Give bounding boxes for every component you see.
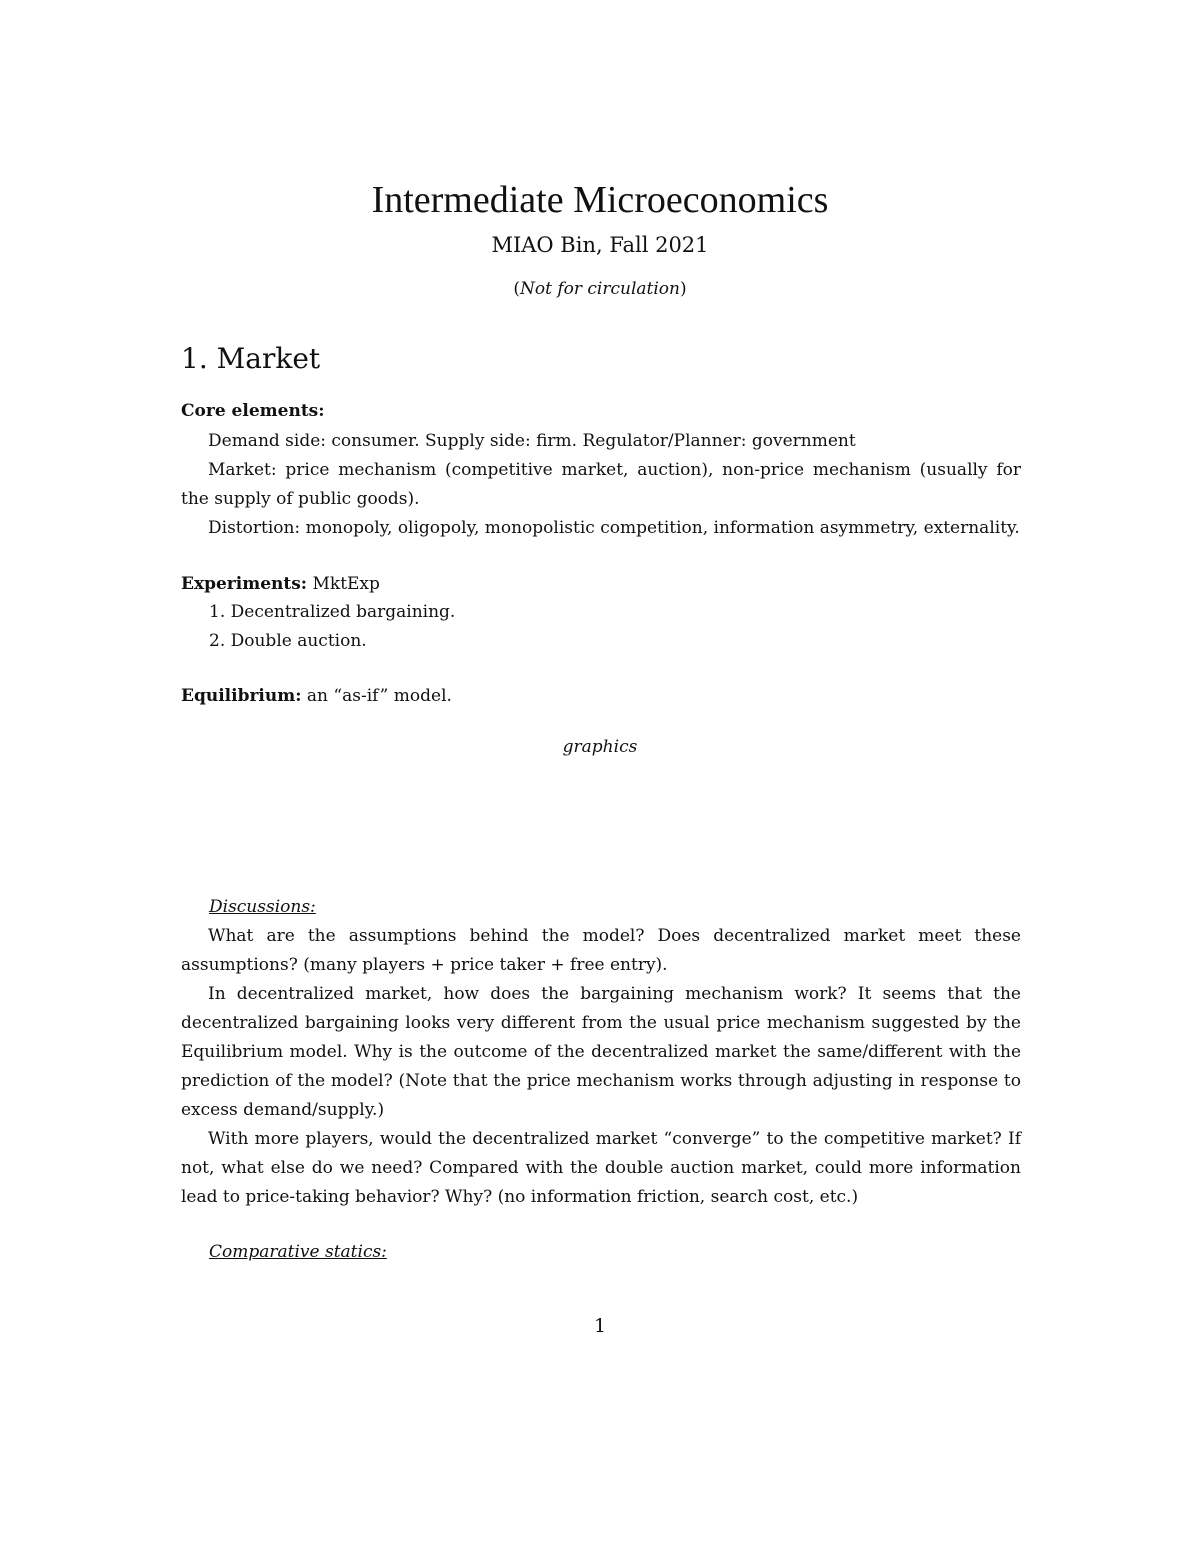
- note-open-paren: (: [513, 279, 520, 299]
- core-line-market: Market: price mechanism (competitive market, auction), non-price mechanism (usually for the supply of public goods).: [181, 460, 1021, 509]
- discussion-paragraph-2: In decentralized market, how does the bargaining mechanism work? It seems that the decentralized bargaining looks very different from the usual price mechanism suggested by the Equilibrium model. Why is the outcome of the decentralized market the same/different with the prediction of the model? (Note that the price mechanism works through adjusting in response to excess demand/supply.): [181, 984, 1021, 1120]
- equilibrium-line: [181, 686, 452, 706]
- experiment-item-2: 2. Double auction.: [209, 631, 367, 651]
- discussions-label: Discussions:: [209, 897, 316, 917]
- equilibrium-value: an “as-if” model.: [306, 686, 452, 706]
- circulation-note: [0, 279, 1200, 299]
- core-elements-text: [181, 427, 1021, 543]
- experiments-line: [181, 574, 380, 594]
- experiments-value: MktExp: [312, 574, 380, 594]
- discussion-paragraph-3: With more players, would the decentralized market “converge” to the competitive market? If not, what else do we need? Compared with the double auction market, could more information lead to price-taking behavior? Why? (no information friction, search cost, etc.): [181, 1129, 1021, 1207]
- section-heading: 1. Market: [181, 342, 321, 375]
- document-author: MIAO Bin, Fall 2021: [491, 233, 709, 257]
- note-text: Not for circulation: [520, 279, 680, 299]
- document-title: Intermediate Microeconomics: [371, 179, 829, 221]
- discussions-text: [181, 922, 1021, 1212]
- core-line-demand-supply: Demand side: consumer. Supply side: firm. Regulator/Planner: government: [208, 431, 856, 451]
- core-line-distortion: Distortion: monopoly, oligopoly, monopolistic competition, information asymmetry, externality.: [208, 518, 1020, 538]
- comparative-statics-label: Comparative statics:: [209, 1242, 387, 1262]
- note-close-paren: ): [679, 279, 687, 299]
- page-number: 1: [593, 1315, 607, 1337]
- core-elements-label: Core elements:: [181, 401, 325, 421]
- experiments-label: Experiments:: [181, 574, 308, 594]
- equilibrium-label: Equilibrium:: [181, 686, 302, 706]
- discussion-paragraph-1: What are the assumptions behind the model? Does decentralized market meet these assumptions? (many players + price taker + free entry).: [181, 926, 1021, 975]
- experiment-item-1: 1. Decentralized bargaining.: [209, 602, 456, 622]
- graphics-placeholder: graphics: [562, 737, 638, 757]
